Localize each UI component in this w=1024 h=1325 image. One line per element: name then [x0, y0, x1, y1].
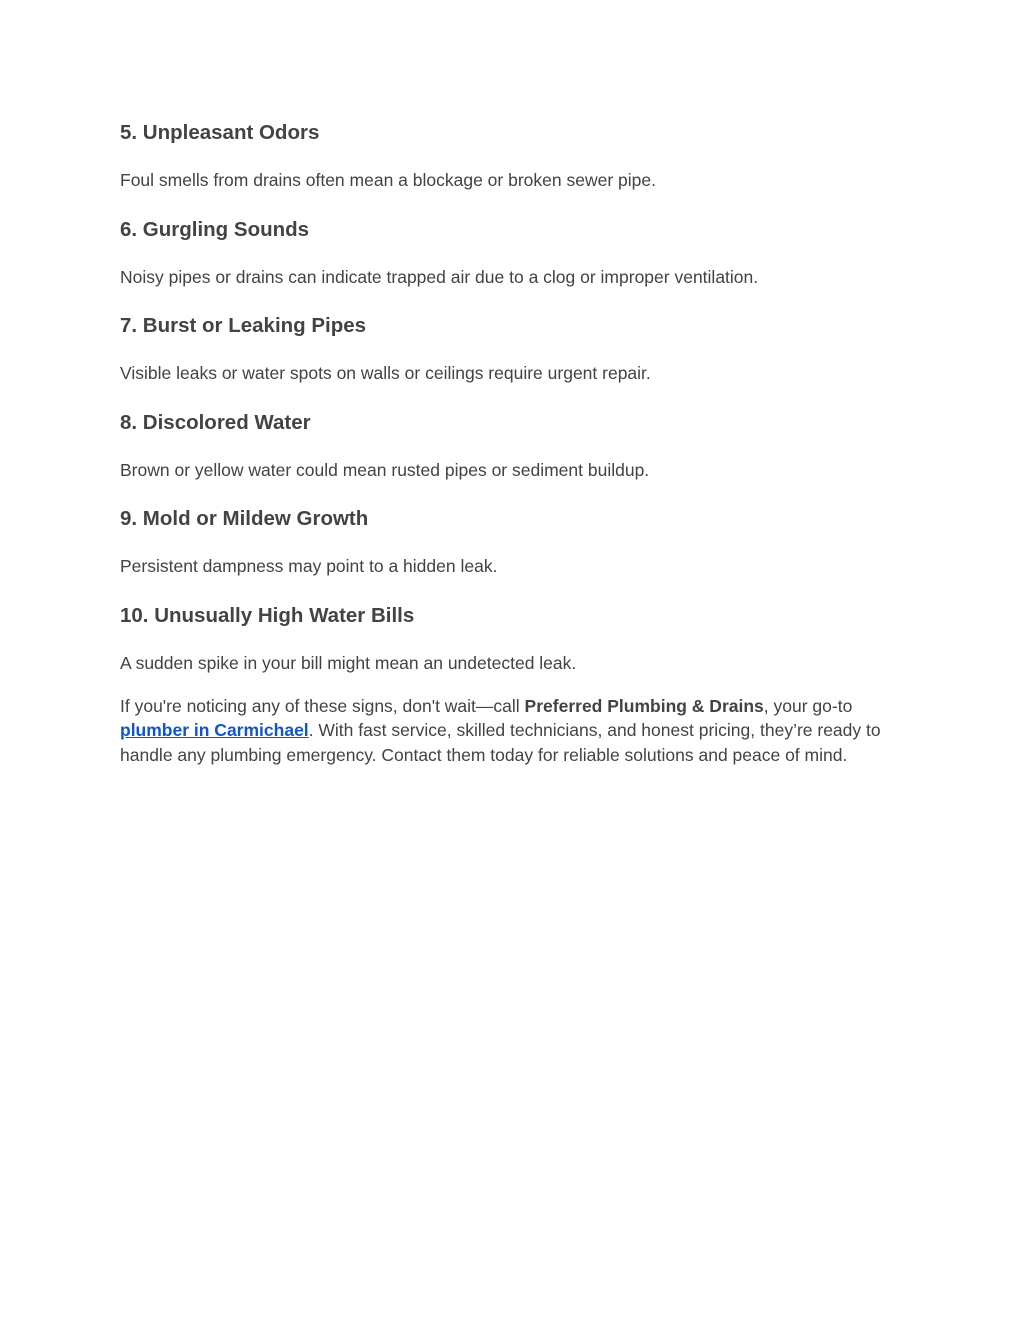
section-heading: 10. Unusually High Water Bills [120, 603, 415, 627]
section-body: Noisy pipes or drains can indicate trapped air due to a clog or improper ventilation. [120, 266, 759, 287]
section-body: Brown or yellow water could mean rusted pipes or sediment buildup. [120, 459, 650, 480]
section-heading: 9. Mold or Mildew Growth [120, 507, 369, 530]
section-burst-or-leaking-pipes [120, 311, 910, 408]
section-body: Foul smells from drains often mean a blockage or broken sewer pipe. [120, 170, 656, 190]
closing-paragraph [120, 694, 910, 767]
section-mold-or-mildew-growth [120, 504, 910, 601]
document-page [120, 118, 910, 765]
section-heading: 6. Gurgling Sounds [120, 217, 310, 241]
section-body: Visible leaks or water spots on walls or ceilings require urgent repair. [120, 363, 651, 383]
section-heading: 5. Unpleasant Odors [120, 121, 320, 144]
plumber-link[interactable]: plumber in Carmichael [120, 720, 309, 741]
section-heading: 7. Burst or Leaking Pipes [120, 314, 367, 337]
section-body: A sudden spike in your bill might mean an undetected leak. [120, 652, 577, 673]
section-heading: 8. Discolored Water [120, 410, 311, 434]
company-name: Preferred Plumbing & Drains [524, 696, 764, 716]
section-discolored-water [120, 408, 910, 505]
section-gurgling-sounds [120, 215, 910, 312]
section-unpleasant-odors [120, 118, 910, 215]
closing-intro: If you're noticing any of these signs, don't wait—call [120, 696, 525, 716]
closing-outro: . With fast service, skilled technicians, and honest pricing, they’re ready to handle any plumbing emergency. Contact them today for reliable solutions and peace of mind. [120, 720, 881, 765]
section-high-water-bills [120, 601, 910, 698]
section-body: Persistent dampness may point to a hidden leak. [120, 556, 498, 576]
closing-middle: , your go-to [763, 696, 853, 716]
